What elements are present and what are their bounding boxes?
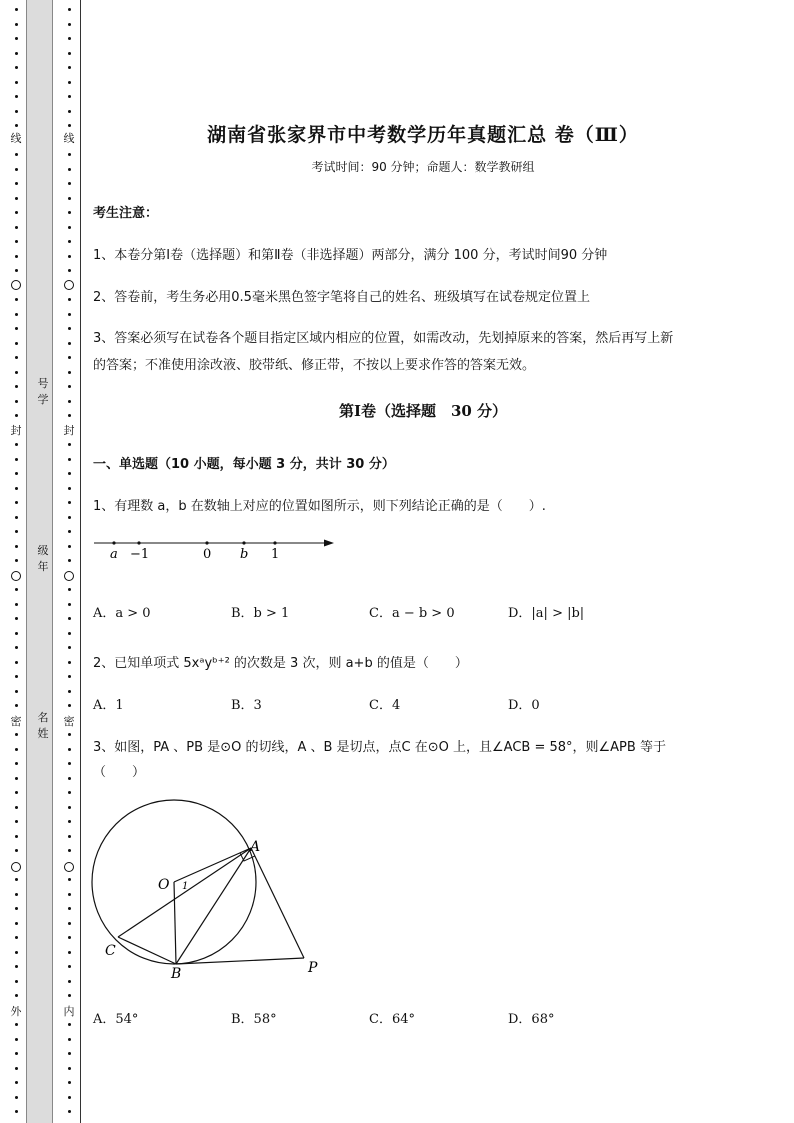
q2-option-c: C．4 (369, 698, 401, 713)
binding-dot (68, 530, 71, 533)
binding-dot (68, 980, 71, 983)
binding-dot (15, 980, 18, 983)
binding-dot (68, 516, 71, 519)
label-b: b (240, 547, 249, 562)
binding-dot (15, 748, 18, 751)
binding-dot (68, 806, 71, 809)
binding-dot (15, 52, 18, 55)
binding-dot (15, 777, 18, 780)
binding-dot (68, 240, 71, 243)
binding-dot (68, 791, 71, 794)
binding-dot (68, 255, 71, 258)
binding-dot (68, 168, 71, 171)
q1-option-b: B．b > 1 (231, 606, 290, 621)
binding-dot (15, 965, 18, 968)
question-1-stem: 1、有理数 a，b 在数轴上对应的位置如图所示，则下列结论正确的是（ ）. (93, 499, 546, 514)
binding-circle (11, 862, 21, 872)
binding-dot (68, 8, 71, 11)
binding-dot (15, 675, 18, 678)
binding-dot (68, 559, 71, 562)
binding-dot (15, 951, 18, 954)
binding-dot (15, 211, 18, 214)
binding-dot (15, 400, 18, 403)
q1-option-a: A．a > 0 (93, 606, 151, 621)
binding-rule (80, 0, 81, 1123)
binding-circle (11, 571, 21, 581)
binding-dot (68, 211, 71, 214)
binding-dot (68, 1038, 71, 1041)
radius-ob (174, 882, 176, 964)
binding-dot (68, 371, 71, 374)
binding-dot (68, 226, 71, 229)
binding-dot (68, 37, 71, 40)
note-item: 的答案；不准使用涂改液、胶带纸、修正带，不按以上要求作答的答案无效。 (93, 358, 536, 373)
exam-title: 湖南省张家界市中考数学历年真题汇总 卷（Ⅲ） (207, 124, 639, 146)
binding-dot (15, 37, 18, 40)
binding-dot (15, 762, 18, 765)
binding-dot (15, 8, 18, 11)
binding-dot (15, 182, 18, 185)
inner-dotted-line (61, 0, 77, 1123)
q2-option-a: A．1 (93, 698, 124, 713)
field-student-id (36, 376, 50, 408)
notes-heading: 考生注意： (93, 206, 159, 221)
label-C: C (105, 943, 116, 959)
q2-option-b: B．3 (231, 698, 262, 713)
binding-dot (68, 501, 71, 504)
binding-dot (15, 81, 18, 84)
binding-dot (68, 661, 71, 664)
binding-dot (15, 414, 18, 417)
binding-circle (64, 280, 74, 290)
binding-dot (15, 313, 18, 316)
binding-dot (68, 197, 71, 200)
binding-dot (68, 313, 71, 316)
binding-dot (68, 1067, 71, 1070)
outer-binding-label: 线 (8, 132, 24, 146)
binding-dot (68, 907, 71, 910)
binding-dot (15, 545, 18, 548)
binding-dot (15, 1023, 18, 1026)
label-0: 0 (203, 547, 212, 562)
binding-dot (15, 1038, 18, 1041)
field-name (36, 710, 50, 742)
binding-dot (15, 124, 18, 127)
binding-dot (15, 820, 18, 823)
point-b (242, 541, 245, 544)
binding-dot (68, 400, 71, 403)
binding-dot (68, 936, 71, 939)
outer-binding-label: 封 (8, 424, 24, 438)
q3-option-b: B．58° (231, 1012, 277, 1027)
binding-circle (11, 280, 21, 290)
binding-dot (68, 994, 71, 997)
binding-dot (15, 168, 18, 171)
label-a: a (110, 547, 118, 562)
q3-option-a: A．54° (93, 1012, 139, 1027)
number-line-figure (88, 530, 338, 566)
label-1: 1 (271, 547, 280, 562)
binding-dot (15, 197, 18, 200)
binding-dot (68, 487, 71, 490)
binding-dot (68, 110, 71, 113)
binding-dot (68, 124, 71, 127)
binding-dot (68, 269, 71, 272)
binding-dot (68, 878, 71, 881)
binding-dot (15, 1067, 18, 1070)
binding-dot (15, 704, 18, 707)
binding-dot (68, 675, 71, 678)
binding-dot (68, 52, 71, 55)
binding-dot (15, 922, 18, 925)
binding-dot (68, 849, 71, 852)
binding-dot (68, 733, 71, 736)
q3-option-c: C．64° (369, 1012, 415, 1027)
chord-ac (118, 848, 251, 937)
point-a (112, 541, 115, 544)
question-3-stem: 3、如图，PA 、PB 是⊙O 的切线，A 、B 是切点，点C 在⊙O 上，且∠ACB = 58°，则∠APB 等于 (93, 740, 666, 755)
binding-dot (68, 646, 71, 649)
binding-dot (68, 81, 71, 84)
binding-dot (15, 371, 18, 374)
binding-dot (68, 922, 71, 925)
label-B: B (171, 966, 182, 982)
binding-circle (64, 862, 74, 872)
binding-dot (15, 632, 18, 635)
binding-dot (68, 458, 71, 461)
outer-binding-label: 密 (8, 715, 24, 729)
binding-dot (15, 1110, 18, 1113)
binding-dot (68, 617, 71, 620)
point-0 (205, 541, 208, 544)
binding-dot (15, 226, 18, 229)
binding-dot (15, 1096, 18, 1099)
binding-dot (15, 661, 18, 664)
binding-dot (15, 588, 18, 591)
binding-dot (15, 298, 18, 301)
binding-dot (15, 269, 18, 272)
binding-dot (15, 240, 18, 243)
label-O: O (158, 877, 170, 893)
binding-dot (15, 153, 18, 156)
binding-dot (15, 690, 18, 693)
binding-circle (64, 571, 74, 581)
question-3-stem-cont: （ ） (93, 765, 146, 780)
binding-dot (15, 255, 18, 258)
binding-dot (68, 835, 71, 838)
binding-dot (68, 23, 71, 26)
binding-dot (68, 690, 71, 693)
binding-dot (68, 153, 71, 156)
binding-dot (15, 443, 18, 446)
field-grade-text: 级 年 (37, 544, 49, 573)
note-item: 1、本卷分第Ⅰ卷（选择题）和第Ⅱ卷（非选择题）两部分，满分 100 分，考试时间90 分钟 (93, 248, 608, 263)
binding-dot (15, 95, 18, 98)
field-student-id-text: 号 学 (37, 377, 49, 406)
binding-dot (68, 1096, 71, 1099)
binding-dot (68, 893, 71, 896)
binding-dot (68, 820, 71, 823)
binding-dot (15, 646, 18, 649)
binding-dot (15, 936, 18, 939)
binding-dot (15, 530, 18, 533)
tangent-pa (251, 848, 304, 958)
binding-dot (68, 748, 71, 751)
binding-dot (15, 327, 18, 330)
chord-ab (176, 848, 251, 964)
number-line-arrow (324, 540, 334, 547)
binding-dot (15, 806, 18, 809)
binding-dot (15, 1052, 18, 1055)
binding-dot (15, 849, 18, 852)
binding-dot (15, 617, 18, 620)
binding-dot (68, 95, 71, 98)
binding-dot (68, 327, 71, 330)
binding-dot (15, 878, 18, 881)
binding-dot (68, 965, 71, 968)
inner-binding-label: 线 (61, 132, 77, 146)
binding-dot (15, 733, 18, 736)
binding-dot (68, 414, 71, 417)
exam-subtitle: 考试时间：90 分钟；命题人：数学教研组 (311, 160, 535, 174)
point-1 (273, 541, 276, 544)
binding-dot (68, 545, 71, 548)
point-neg1 (137, 541, 140, 544)
binding-dot (68, 588, 71, 591)
q1-option-c: C．a − b > 0 (369, 606, 455, 621)
binding-dot (68, 1052, 71, 1055)
section-title: 第Ⅰ卷（选择题 30 分） (338, 402, 508, 420)
outer-binding-label: 外 (8, 1005, 24, 1019)
binding-dot (68, 1110, 71, 1113)
binding-dot (15, 791, 18, 794)
q2-option-d: D．0 (508, 698, 540, 713)
binding-dot (68, 1023, 71, 1026)
binding-dot (15, 458, 18, 461)
binding-dot (68, 1081, 71, 1084)
binding-dot (68, 356, 71, 359)
question-2-stem: 2、已知单项式 5xᵃyᵇ⁺² 的次数是 3 次，则 a+b 的值是（ ） (93, 656, 468, 671)
binding-dot (15, 23, 18, 26)
binding-dot (68, 385, 71, 388)
binding-dot (15, 66, 18, 69)
note-item: 3、答案必须写在试卷各个题目指定区域内相应的位置，如需改动，先划掉原来的答案，然后再写上新 (93, 331, 674, 346)
inner-binding-label: 密 (61, 715, 77, 729)
binding-dot (15, 994, 18, 997)
binding-dot (15, 487, 18, 490)
binding-dot (15, 472, 18, 475)
binding-dot (68, 762, 71, 765)
tangent-circle-figure (88, 795, 338, 985)
binding-dot (15, 559, 18, 562)
binding-dot (15, 893, 18, 896)
label-P: P (308, 960, 318, 976)
binding-dot (15, 907, 18, 910)
field-grade (36, 543, 50, 575)
binding-dot (15, 516, 18, 519)
label-angle-1: 1 (182, 881, 189, 892)
binding-dot (68, 182, 71, 185)
outer-dotted-line (8, 0, 24, 1123)
binding-dot (68, 603, 71, 606)
part-heading: 一、单选题（10 小题，每小题 3 分，共计 30 分） (93, 457, 395, 472)
binding-dot (68, 632, 71, 635)
binding-dot (68, 342, 71, 345)
binding-dot (15, 110, 18, 113)
inner-binding-label: 封 (61, 424, 77, 438)
binding-dot (15, 1081, 18, 1084)
note-item: 2、答卷前，考生务必用0.5毫米黑色签字笔将自己的姓名、班级填写在试卷规定位置上 (93, 290, 590, 305)
label-A: A (250, 839, 261, 855)
binding-dot (15, 385, 18, 388)
binding-dot (68, 66, 71, 69)
binding-dot (68, 704, 71, 707)
label-neg1: −1 (130, 547, 150, 562)
binding-dot (15, 501, 18, 504)
binding-dot (15, 342, 18, 345)
binding-dot (68, 951, 71, 954)
binding-dot (15, 835, 18, 838)
q3-option-d: D．68° (508, 1012, 555, 1027)
field-name-text: 名 姓 (37, 711, 49, 740)
inner-binding-label: 内 (61, 1005, 77, 1019)
binding-margin (0, 0, 82, 1123)
binding-dot (15, 603, 18, 606)
binding-dot (15, 356, 18, 359)
binding-dot (68, 472, 71, 475)
q1-option-d: D．|a| > |b| (508, 606, 585, 621)
binding-dot (68, 443, 71, 446)
binding-dot (68, 777, 71, 780)
binding-dot (68, 298, 71, 301)
